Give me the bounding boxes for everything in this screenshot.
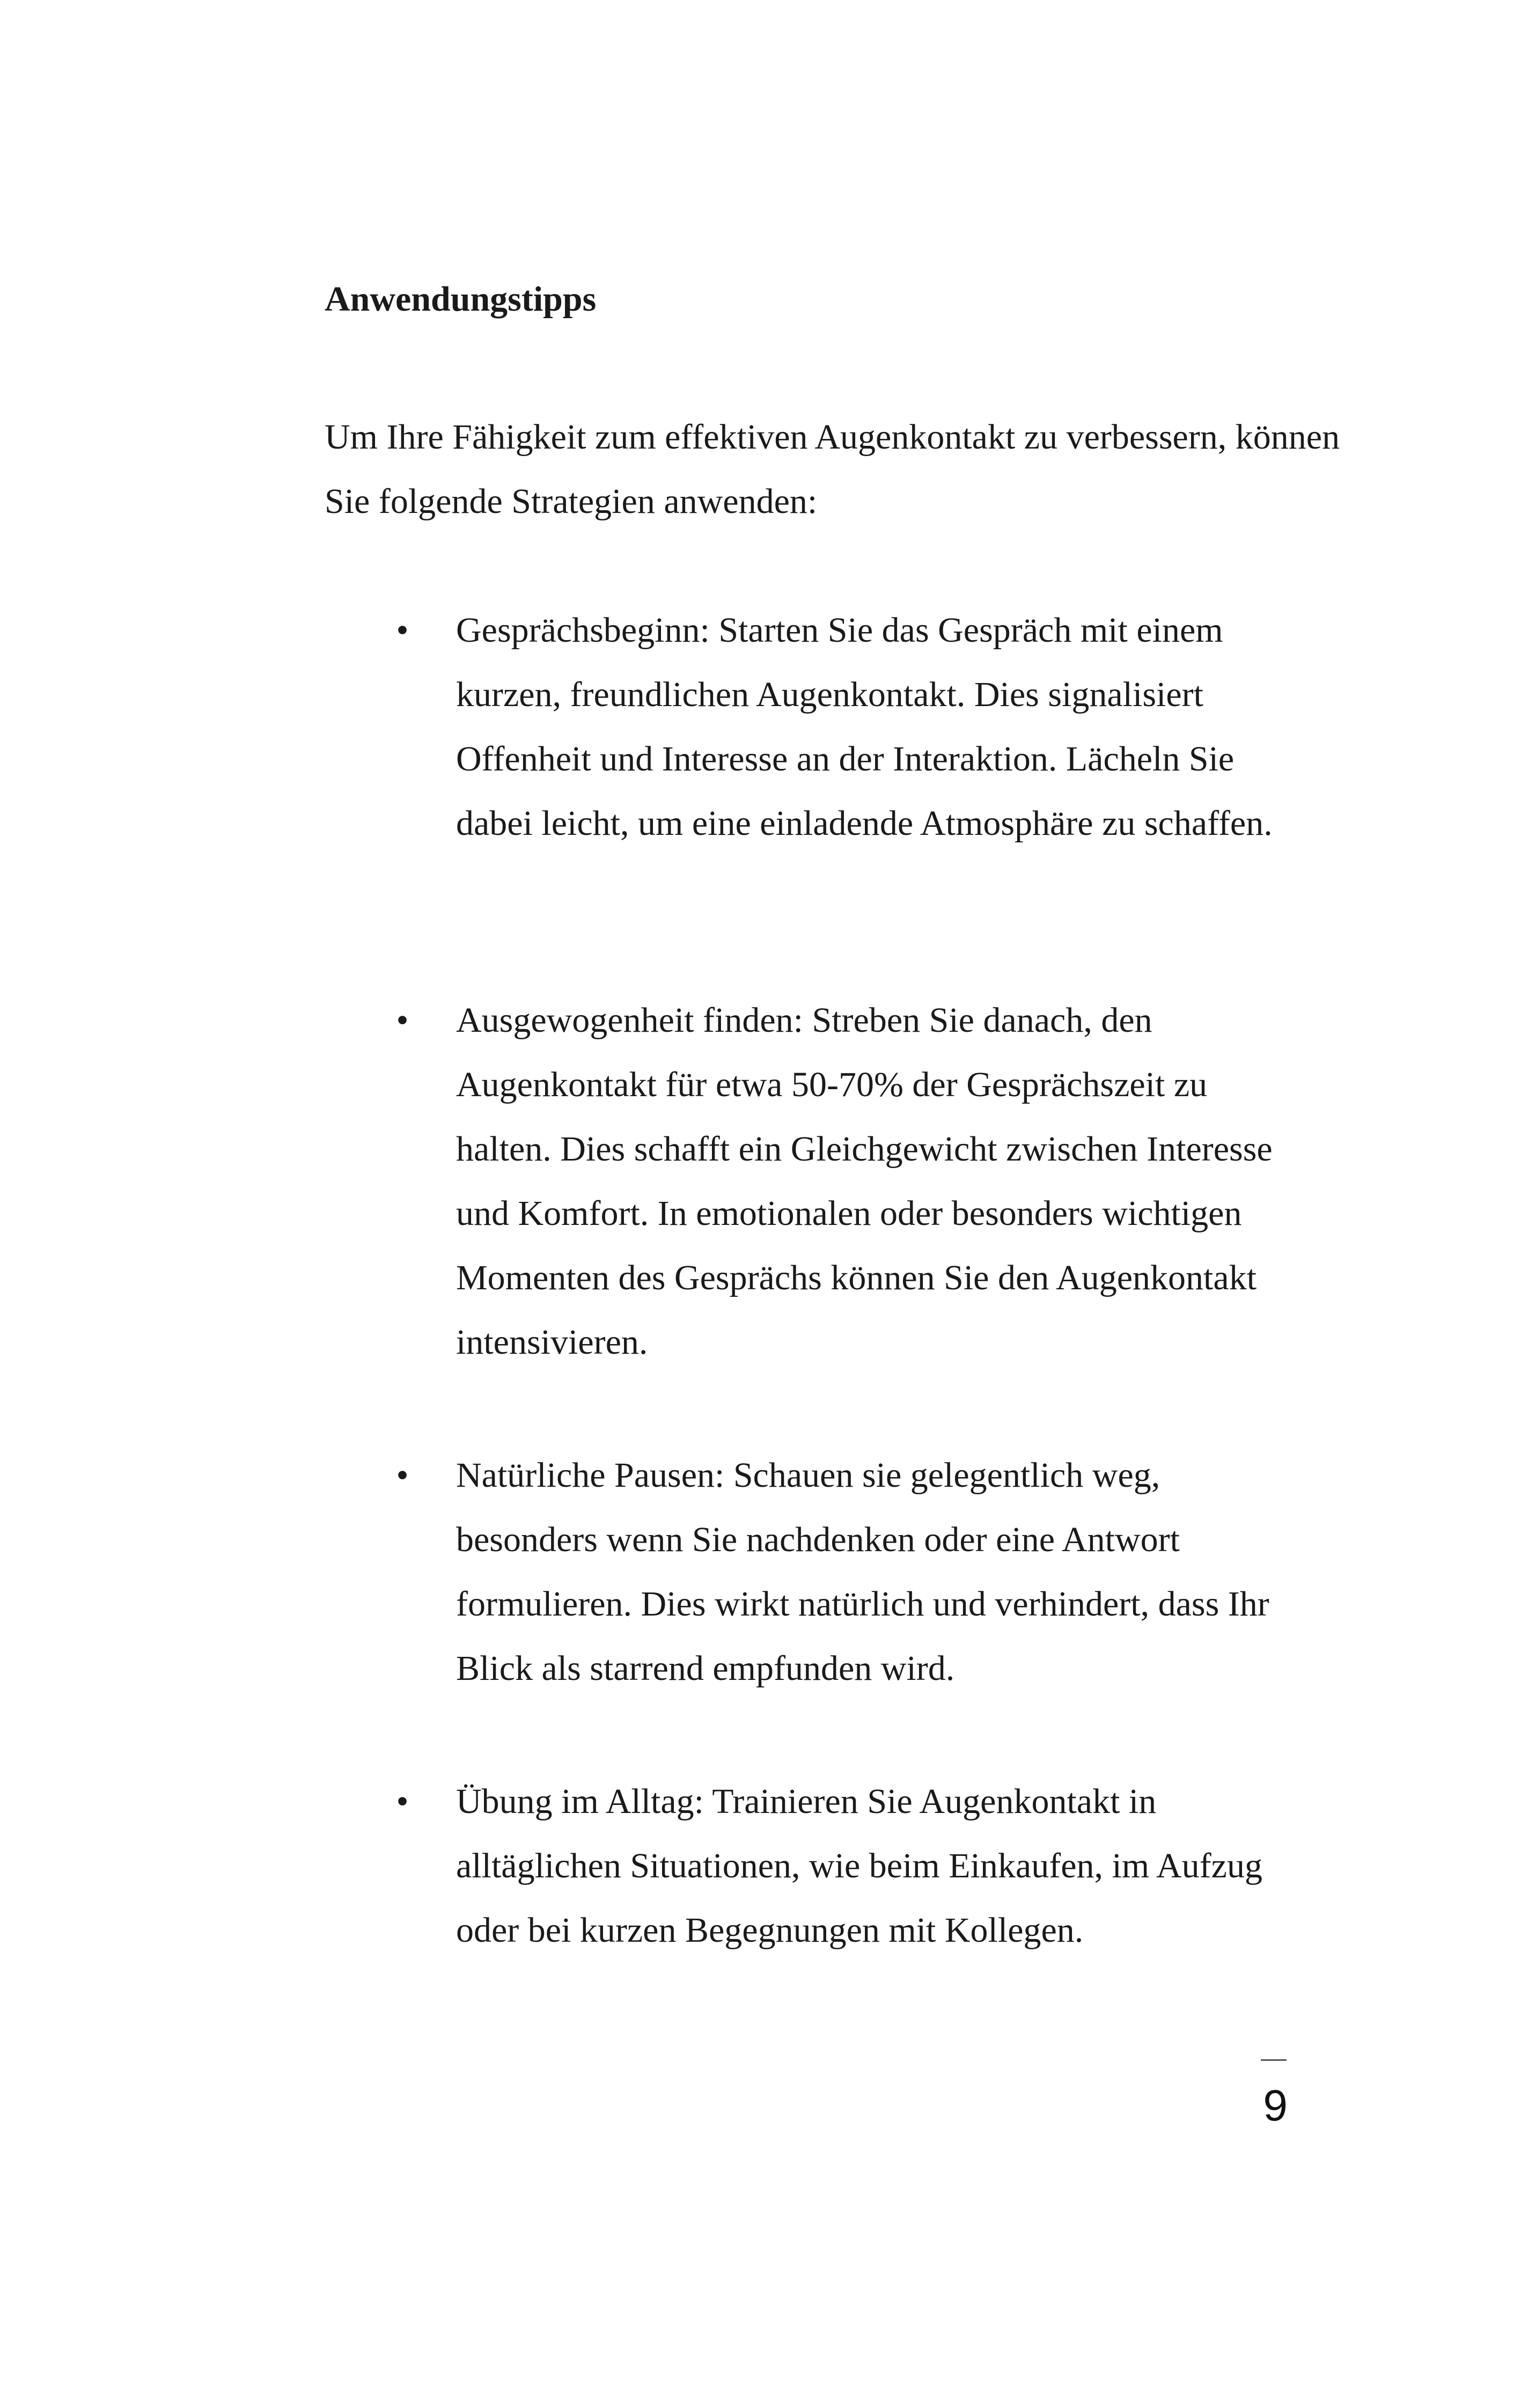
bullet-icon: • xyxy=(396,1001,409,1040)
bullet-icon: • xyxy=(396,1782,409,1821)
list-item-text: Übung im Alltag: Trainieren Sie Augenkontakt in alltäglichen Situationen, wie beim Einkaufen, im Aufzug oder bei kurzen Begegnungen mit Kollegen. xyxy=(456,1782,1262,1950)
section-heading: Anwendungstipps xyxy=(325,280,597,319)
list-item xyxy=(396,1770,1293,1963)
list-item-text: Gesprächsbeginn: Starten Sie das Gespräch mit einem kurzen, freundlichen Augenkontakt. Dies signalisiert Offenheit und Interesse an der Interaktion. Lächeln Sie dabei leicht, um eine einladende Atmosphäre zu schaffen. xyxy=(456,611,1273,843)
list-item-text: Ausgewogenheit finden: Streben Sie danach, den Augenkontakt für etwa 50-70% der Gesprächszeit zu halten. Dies schafft ein Gleichgewicht zwischen Interesse und Komfort. In emotionalen oder besonders wichtigen Momenten des Gesprächs können Sie den Augenkontakt intensivieren. xyxy=(456,1001,1273,1362)
page-number: 9 xyxy=(1263,2081,1288,2130)
page-number-rule xyxy=(1261,2059,1287,2061)
list-item xyxy=(396,598,1293,856)
intro-paragraph: Um Ihre Fähigkeit zum effektiven Augenkontakt zu verbessern, können Sie folgende Strategien anwenden: xyxy=(325,417,1340,521)
bullet-icon: • xyxy=(396,1456,409,1495)
bullet-icon: • xyxy=(396,611,409,650)
list-item-text: Natürliche Pausen: Schauen sie gelegentlich weg, besonders wenn Sie nachdenken oder eine Antwort formulieren. Dies wirkt natürlich und verhindert, dass Ihr Blick als starrend empfunden wird. xyxy=(456,1456,1269,1688)
list-item xyxy=(396,988,1293,1375)
list-item xyxy=(396,1443,1293,1701)
